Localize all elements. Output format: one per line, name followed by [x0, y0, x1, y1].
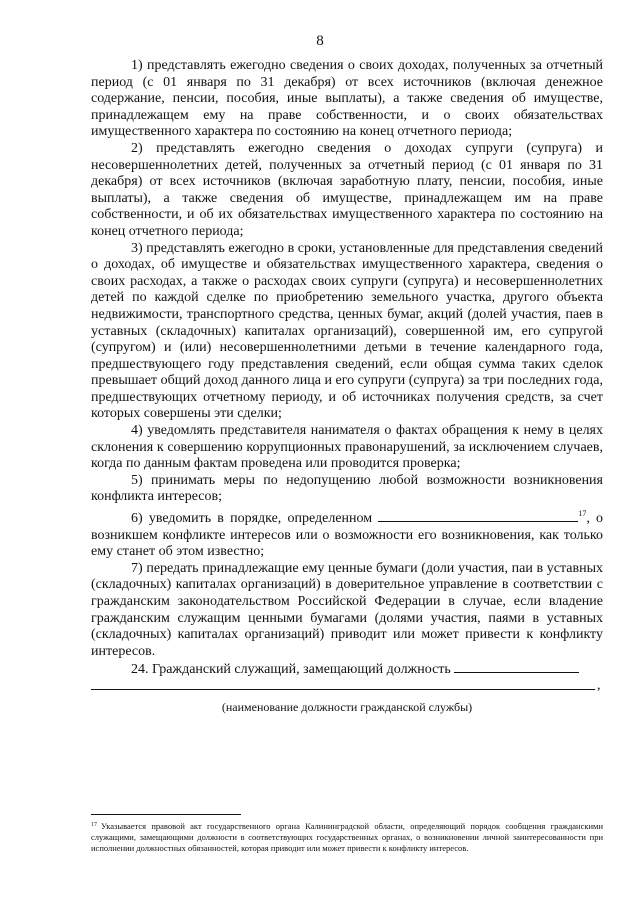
- page-number: 8: [316, 33, 324, 49]
- paragraph-item-6: [91, 506, 603, 561]
- item-6-end: , о возникшем конфликте интересов или о возможности его возникновения, как только ему станет об этом известно;: [91, 511, 604, 560]
- paragraph-item-7: 7) передать принадлежащие ему ценные бумаги (доли участия, паи в уставных (складочных) капиталах организаций) в доверительное управление в соответствии с гражданским законодательством Российской Федерации в случае, если владение гражданским служащим ценными бумагами (долями участия, паями в уставных (складочных) капиталах организаций) приводит или может привести к конфликту интересов.: [91, 560, 603, 659]
- position-caption: (наименование должности гражданской службы): [221, 699, 473, 714]
- footnote-reference: 17: [578, 509, 587, 519]
- position-full-blank-line: [91, 689, 595, 690]
- item-6-start: 6) уведомить в порядке, определенном: [131, 511, 373, 527]
- position-fill-row: [91, 679, 603, 699]
- paragraph-item-1: 1) представлять ежегодно сведения о своих доходах, полученных за отчетный период (с 01 января по 31 декабря) от всех источников (включая денежное содержание, пенсии, пособия, иные выплаты), а также сведения об имуществе, принадлежащем ему на праве собственности, и о своих обязательствах имущественного характера по состоянию на конец отчетного периода;: [91, 58, 603, 140]
- paragraph-item-5: 5) принимать меры по недопущению любой возможности возникновения конфликта интересов;: [91, 472, 603, 505]
- document-body: [91, 58, 603, 716]
- paragraph-item-4: 4) уведомлять представителя нанимателя о фактах обращения к нему в целях склонения к совершению коррупционных правонарушений, за исключением случаев, когда по данным фактам проведена или проводится проверка;: [91, 423, 603, 472]
- paragraph-24: [91, 660, 603, 679]
- paragraph-item-2: 2) представлять ежегодно сведения о доходах супруги (супруга) и несовершеннолетних детей, полученных за отчетный период (с 01 января по 31 декабря) от всех источников (включая заработную плату, пенсии, пособия, иные выплаты), а также сведения об имуществе, принадлежащем им на праве собственности, и об их обязательствах имущественного характера по состоянию на конец отчетного периода;: [91, 140, 603, 239]
- item-6-blank-line: [378, 509, 578, 522]
- footnote-text: Указывается правовой акт государственного органа Калининградской области, определяющий порядок сообщения гражданскими служащими, замещающими должности в соответствующих государственных органах, о возникновении личной заинтересованности при исполнении должностных обязанностей, которая приводит или может привести к конфликту интересов.: [91, 821, 603, 853]
- paragraph-item-3: 3) представлять ежегодно в сроки, установленные для представления сведений о доходах, об имуществе и обязательствах имущественного характера, сведения о своих расходах, а также о расходах своих супруги (супруга) и несовершеннолетних детей по каждой сделке по приобретению земельного участка, другого объекта недвижимости, транспортного средства, ценных бумаг, акций (долей участия, паев в уставных (складочных) капиталах организаций), совершенной им, его супругой (супругом) и (или) несовершеннолетними детьми в течение календарного года, предшествующего году представления сведений, если общая сумма таких сделок превышает общий доход данного лица и его супруги (супруга) за три последних года, предшествующих отчетному периоду, и об источниках получения средств, за счет которых совершены эти сделки;: [91, 240, 603, 422]
- paragraph-24-text: 24. Гражданский служащий, замещающий должность: [131, 662, 451, 678]
- footnote-separator: [91, 814, 241, 815]
- footnote: [91, 820, 603, 854]
- footnote-marker: 17: [91, 822, 97, 828]
- position-blank-line: [454, 660, 579, 673]
- position-comma: ,: [597, 677, 601, 693]
